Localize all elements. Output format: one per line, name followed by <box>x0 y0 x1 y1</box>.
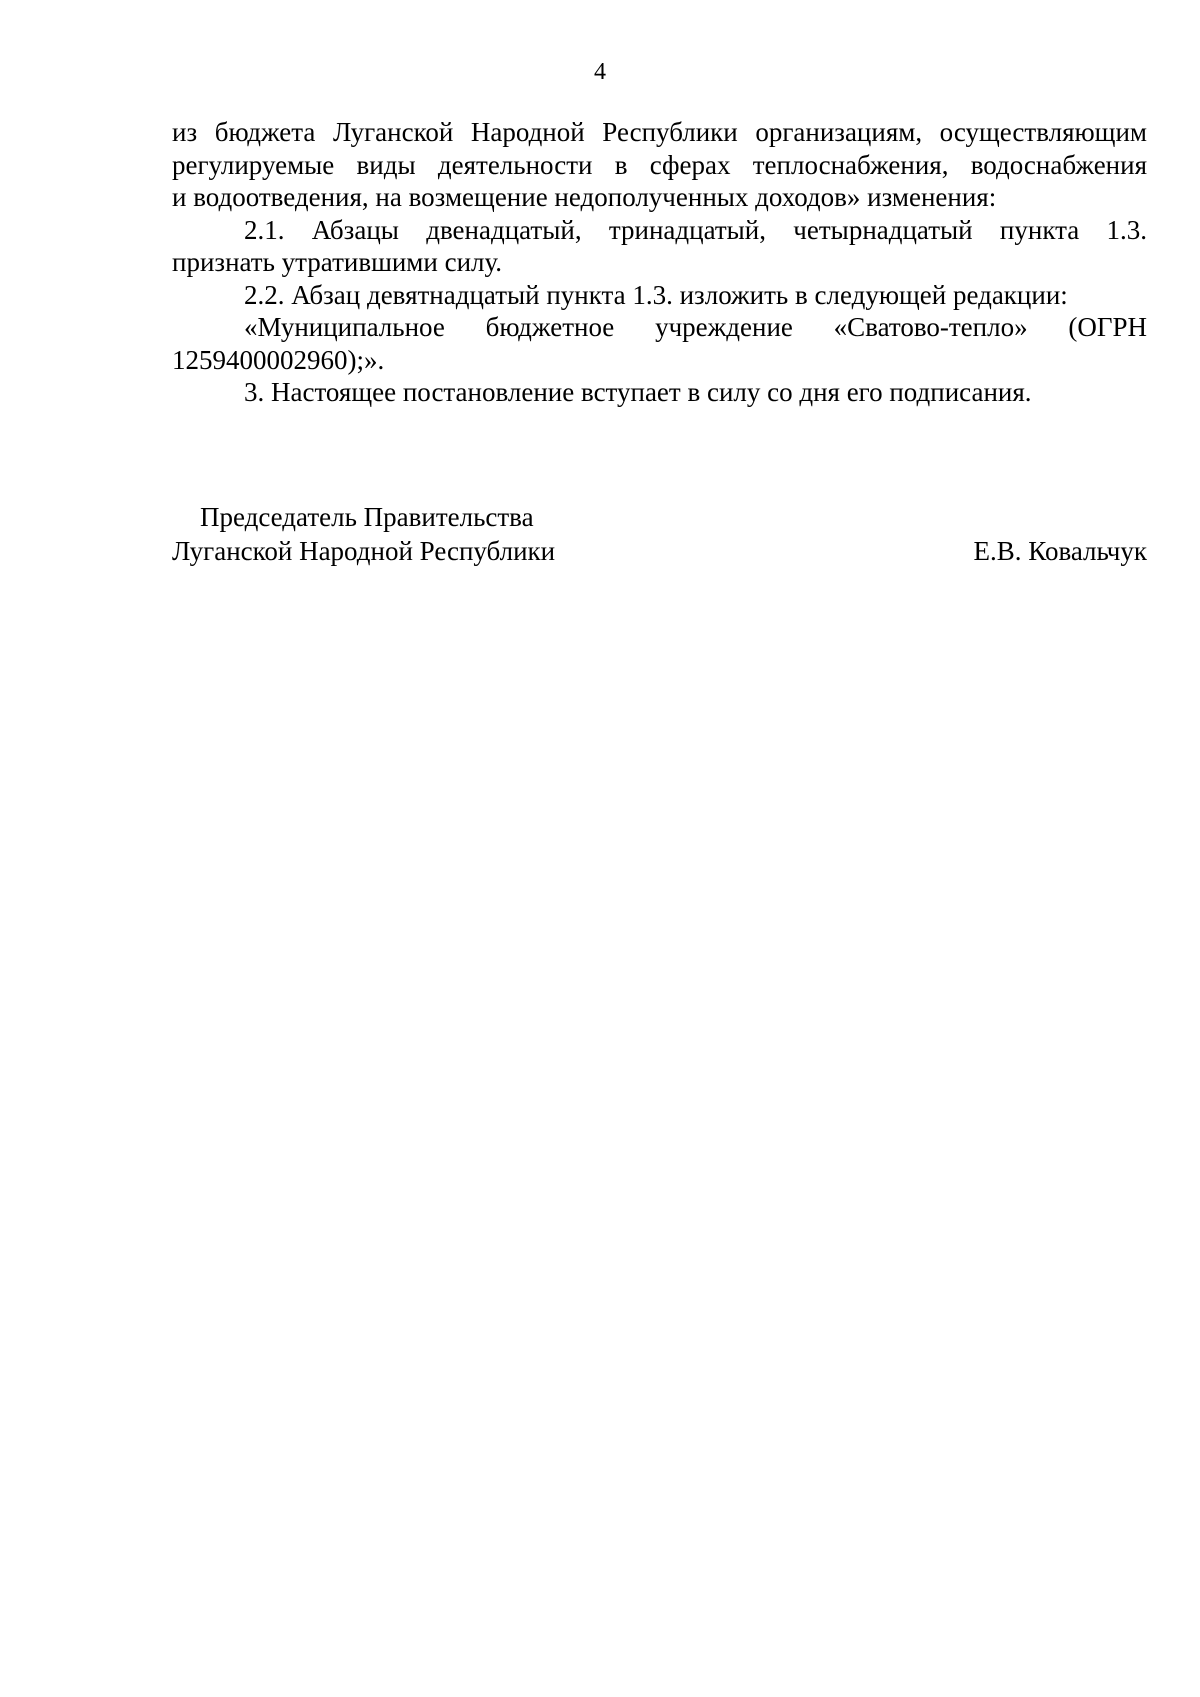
item-2-1-line: признать утратившими силу. <box>172 247 503 277</box>
item-2-2-line: 2.2. Абзац девятнадцатый пункта 1.3. изложить в следующей редакции: <box>244 279 1068 310</box>
intro-paragraph <box>172 116 1147 214</box>
quote-line: 1259400002960);». <box>172 344 385 375</box>
quote-line: «Муниципальное бюджетное учреждение «Сватово-тепло» (ОГРН <box>244 312 1147 342</box>
item-3-paragraph <box>172 376 1147 409</box>
signature-row <box>172 534 1147 568</box>
quote-paragraph <box>172 311 1147 376</box>
item-2-1-paragraph <box>172 214 1147 279</box>
intro-line: и водоотведения, на возмещение недополученных доходов» изменения: <box>172 182 997 212</box>
document-body <box>172 116 1147 409</box>
item-3-line: 3. Настоящее постановление вступает в силу со дня его подписания. <box>244 377 1032 407</box>
signatory-title-line-2: Луганской Народной Республики <box>172 536 556 566</box>
signatory-name: Е.В. Ковальчук <box>973 536 1147 566</box>
page-number: 4 <box>594 59 606 85</box>
intro-line: регулируемые виды деятельности в сферах теплоснабжения, водоснабжения <box>172 149 1147 180</box>
signatory-title-line-1: Председатель Правительства <box>200 502 534 532</box>
item-2-2-paragraph <box>172 279 1147 312</box>
signature-block <box>172 500 1147 568</box>
intro-line: из бюджета Луганской Народной Республики организациям, осуществляющим <box>172 117 1147 147</box>
item-2-1-line: 2.1. Абзацы двенадцатый, тринадцатый, четырнадцатый пункта 1.3. <box>244 214 1147 245</box>
